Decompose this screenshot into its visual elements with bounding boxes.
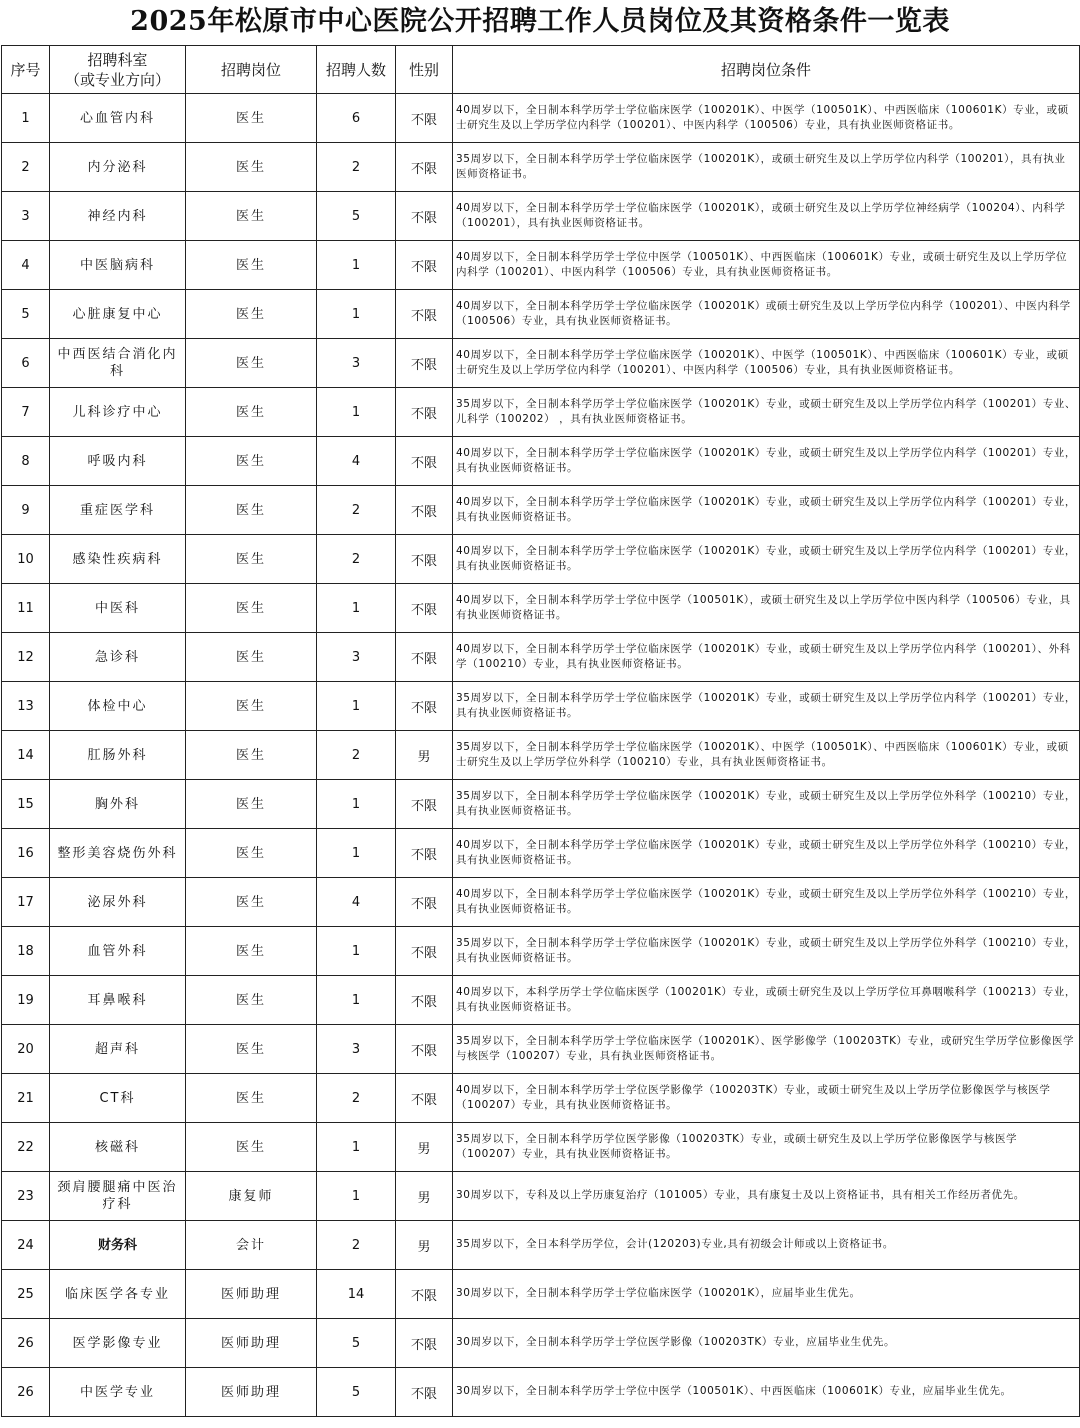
cell-index: 11 [2,584,50,633]
cell-dept: 核磁科 [50,1123,186,1172]
table-row [2,927,1080,976]
cell-dept: 儿科诊疗中心 [50,388,186,437]
cell-index: 5 [2,290,50,339]
cell-gender: 不限 [396,1025,453,1074]
header-dept [50,46,186,94]
cell-count: 5 [317,1319,396,1368]
cell-count: 1 [317,780,396,829]
cell-index: 26 [2,1368,50,1417]
cell-conditions: 35周岁以下，全日制本科学历学士学位临床医学（100201K）专业，或硕士研究生及以上学历学位外科学（100210）专业，具有执业医师资格证书。 [453,927,1080,976]
cell-dept: 财务科 [50,1221,186,1270]
cell-gender: 不限 [396,682,453,731]
cell-dept: 中医脑病科 [50,241,186,290]
table-row [2,535,1080,584]
cell-index: 24 [2,1221,50,1270]
cell-gender: 不限 [396,584,453,633]
table-row [2,976,1080,1025]
cell-gender: 男 [396,1123,453,1172]
cell-dept: 中医科 [50,584,186,633]
table-row [2,584,1080,633]
table-row [2,339,1080,388]
cell-post: 医师助理 [186,1368,317,1417]
cell-index: 17 [2,878,50,927]
cell-post: 医生 [186,927,317,976]
cell-post: 医生 [186,192,317,241]
cell-dept: 耳鼻喉科 [50,976,186,1025]
cell-index: 14 [2,731,50,780]
cell-conditions: 35周岁以下，全日制本科学历学士学位临床医学（100201K）专业，或硕士研究生及以上学历学位内科学（100201）专业、儿科学（100202） ，具有执业医师资格证书。 [453,388,1080,437]
cell-count: 5 [317,192,396,241]
cell-dept: 急诊科 [50,633,186,682]
cell-conditions: 30周岁以下，全日制本科学历学士学位临床医学（100201K），应届毕业生优先。 [453,1270,1080,1319]
cell-index: 25 [2,1270,50,1319]
document-title: 2025年松原市中心医院公开招聘工作人员岗位及其资格条件一览表 [130,6,950,37]
cell-count: 1 [317,584,396,633]
cell-post: 医生 [186,535,317,584]
cell-count: 6 [317,94,396,143]
cell-dept: 胸外科 [50,780,186,829]
table-row [2,633,1080,682]
table-row [2,1319,1080,1368]
cell-dept: 医学影像专业 [50,1319,186,1368]
header-post: 招聘岗位 [186,46,317,94]
cell-gender: 不限 [396,927,453,976]
cell-count: 1 [317,388,396,437]
cell-gender: 不限 [396,1074,453,1123]
cell-dept: 临床医学各专业 [50,1270,186,1319]
cell-index: 15 [2,780,50,829]
cell-count: 2 [317,1074,396,1123]
cell-gender: 不限 [396,829,453,878]
cell-gender: 不限 [396,143,453,192]
cell-index: 19 [2,976,50,1025]
cell-conditions: 40周岁以下，全日制本科学历学士学位临床医学（100201K）、中医学（100501K）、中西医临床（100601K）专业，或硕士研究生及以上学历学位内科学（100201）、中医内科学（100506）专业，具有执业医师资格证书。 [453,339,1080,388]
header-dept-line1: 招聘科室 [87,50,148,69]
cell-post: 医生 [186,290,317,339]
cell-gender: 不限 [396,388,453,437]
cell-count: 2 [317,143,396,192]
cell-gender: 不限 [396,976,453,1025]
cell-count: 4 [317,878,396,927]
cell-dept: 中西医结合消化内科 [50,339,186,388]
cell-index: 21 [2,1074,50,1123]
table-row [2,486,1080,535]
cell-post: 医生 [186,437,317,486]
cell-conditions: 40周岁以下，全日制本科学历学士学位临床医学（100201K）专业，或硕士研究生及以上学历学位内科学（100201）、外科学（100210）专业，具有执业医师资格证书。 [453,633,1080,682]
cell-index: 7 [2,388,50,437]
cell-dept: 呼吸内科 [50,437,186,486]
cell-count: 1 [317,1172,396,1221]
cell-gender: 不限 [396,1368,453,1417]
cell-count: 1 [317,290,396,339]
cell-gender: 不限 [396,437,453,486]
cell-gender: 不限 [396,339,453,388]
cell-gender: 男 [396,1221,453,1270]
cell-dept: 整形美容烧伤外科 [50,829,186,878]
cell-conditions: 35周岁以下，全日本科学历学位，会计(120203)专业,具有初级会计师或以上资格证书。 [453,1221,1080,1270]
table-row [2,731,1080,780]
table-row [2,192,1080,241]
table-row [2,1074,1080,1123]
cell-post: 医生 [186,584,317,633]
cell-dept: 重症医学科 [50,486,186,535]
cell-index: 8 [2,437,50,486]
cell-conditions: 40周岁以下，全日制本科学历学士学位中医学（100501K），或硕士研究生及以上学历学位中医内科学（100506）专业，具有执业医师资格证书。 [453,584,1080,633]
cell-post: 医生 [186,878,317,927]
cell-post: 会计 [186,1221,317,1270]
cell-count: 14 [317,1270,396,1319]
cell-post: 医生 [186,486,317,535]
cell-conditions: 30周岁以下，全日制本科学历学士学位中医学（100501K）、中西医临床（100601K）专业，应届毕业生优先。 [453,1368,1080,1417]
cell-post: 医生 [186,143,317,192]
cell-post: 医生 [186,1123,317,1172]
cell-conditions: 40周岁以下，全日制本科学历学士学位临床医学（100201K）专业，或硕士研究生及以上学历学位外科学（100210）专业，具有执业医师资格证书。 [453,829,1080,878]
cell-post: 医生 [186,339,317,388]
cell-conditions: 30周岁以下，全日制本科学历学士学位医学影像（100203TK）专业，应届毕业生优先。 [453,1319,1080,1368]
cell-dept: 肛肠外科 [50,731,186,780]
cell-conditions: 40周岁以下，全日制本科学历学士学位医学影像学（100203TK）专业，或硕士研究生及以上学历学位影像医学与核医学（100207）专业，具有执业医师资格证书。 [453,1074,1080,1123]
cell-conditions: 35周岁以下，全日制本科学历学士学位临床医学（100201K）专业，或硕士研究生及以上学历学位内科学（100201）专业，具有执业医师资格证书。 [453,682,1080,731]
cell-conditions: 40周岁以下，全日制本科学历学士学位中医学（100501K）、中西医临床（100601K）专业，或硕士研究生及以上学历学位内科学（100201）、中医内科学（100506）专业，具有执业医师资格证书。 [453,241,1080,290]
cell-conditions: 40周岁以下，本科学历学士学位临床医学（100201K）专业，或硕士研究生及以上学历学位耳鼻咽喉科学（100213）专业，具有执业医师资格证书。 [453,976,1080,1025]
cell-count: 1 [317,829,396,878]
cell-index: 2 [2,143,50,192]
cell-gender: 不限 [396,192,453,241]
cell-conditions: 35周岁以下，全日制本科学历学位医学影像（100203TK）专业，或硕士研究生及以上学历学位影像医学与核医学（100207）专业，具有执业医师资格证书。 [453,1123,1080,1172]
table-row [2,241,1080,290]
header-count: 招聘人数 [317,46,396,94]
cell-count: 2 [317,535,396,584]
cell-dept: 泌尿外科 [50,878,186,927]
cell-gender: 不限 [396,1319,453,1368]
table-row [2,780,1080,829]
table-row [2,829,1080,878]
cell-count: 5 [317,1368,396,1417]
cell-count: 1 [317,927,396,976]
table-row [2,290,1080,339]
cell-dept: 超声科 [50,1025,186,1074]
cell-gender: 不限 [396,241,453,290]
cell-count: 3 [317,1025,396,1074]
cell-post: 医生 [186,1025,317,1074]
cell-index: 22 [2,1123,50,1172]
header-conditions: 招聘岗位条件 [453,46,1080,94]
table-row [2,878,1080,927]
cell-gender: 不限 [396,633,453,682]
cell-index: 12 [2,633,50,682]
cell-count: 1 [317,682,396,731]
cell-count: 2 [317,731,396,780]
cell-count: 1 [317,1123,396,1172]
cell-dept: 感染性疾病科 [50,535,186,584]
cell-count: 1 [317,241,396,290]
cell-count: 2 [317,1221,396,1270]
table-row [2,1172,1080,1221]
cell-gender: 男 [396,731,453,780]
cell-gender: 不限 [396,486,453,535]
table-row [2,143,1080,192]
cell-post: 医生 [186,1074,317,1123]
cell-index: 10 [2,535,50,584]
cell-post: 医生 [186,976,317,1025]
cell-dept: 心脏康复中心 [50,290,186,339]
cell-post: 医师助理 [186,1270,317,1319]
cell-dept: 中医学专业 [50,1368,186,1417]
table-row [2,1123,1080,1172]
table-row [2,682,1080,731]
cell-gender: 不限 [396,94,453,143]
table-row [2,1221,1080,1270]
cell-post: 医生 [186,94,317,143]
cell-dept: 体检中心 [50,682,186,731]
cell-conditions: 35周岁以下，全日制本科学历学士学位临床医学（100201K）专业，或硕士研究生及以上学历学位外科学（100210）专业，具有执业医师资格证书。 [453,780,1080,829]
cell-dept: 颈肩腰腿痛中医治疗科 [50,1172,186,1221]
cell-dept: 内分泌科 [50,143,186,192]
cell-conditions: 40周岁以下，全日制本科学历学士学位临床医学（100201K）或硕士研究生及以上学历学位内科学（100201）、中医内科学（100506）专业，具有执业医师资格证书。 [453,290,1080,339]
cell-post: 医生 [186,829,317,878]
cell-gender: 男 [396,1172,453,1221]
cell-conditions: 30周岁以下，专科及以上学历康复治疗（101005）专业，具有康复士及以上资格证书，具有相关工作经历者优先。 [453,1172,1080,1221]
cell-dept: 神经内科 [50,192,186,241]
table-row [2,1025,1080,1074]
cell-post: 医生 [186,633,317,682]
cell-gender: 不限 [396,535,453,584]
cell-post: 医生 [186,388,317,437]
cell-gender: 不限 [396,1270,453,1319]
cell-conditions: 35周岁以下，全日制本科学历学士学位临床医学（100201K），或硕士研究生及以上学历学位内科学（100201），具有执业医师资格证书。 [453,143,1080,192]
cell-count: 4 [317,437,396,486]
cell-dept: 心血管内科 [50,94,186,143]
table-row [2,1368,1080,1417]
table-row [2,1270,1080,1319]
table-row [2,388,1080,437]
cell-post: 医师助理 [186,1319,317,1368]
cell-index: 16 [2,829,50,878]
cell-post: 康复师 [186,1172,317,1221]
recruitment-table [1,45,1080,1417]
cell-index: 9 [2,486,50,535]
cell-index: 23 [2,1172,50,1221]
table-body [2,94,1080,1417]
header-row [2,46,1080,94]
cell-count: 3 [317,339,396,388]
cell-index: 1 [2,94,50,143]
cell-post: 医生 [186,780,317,829]
cell-conditions: 40周岁以下，全日制本科学历学士学位临床医学（100201K）专业，或硕士研究生及以上学历学位内科学（100201）专业，具有执业医师资格证书。 [453,535,1080,584]
cell-gender: 不限 [396,878,453,927]
cell-post: 医生 [186,682,317,731]
table-row [2,94,1080,143]
cell-conditions: 35周岁以下，全日制本科学历学士学位临床医学（100201K）、中医学（100501K）、中西医临床（100601K）专业，或硕士研究生及以上学历学位外科学（100210）专业，具有执业医师资格证书。 [453,731,1080,780]
cell-index: 6 [2,339,50,388]
cell-index: 13 [2,682,50,731]
cell-conditions: 35周岁以下，全日制本科学历学士学位临床医学（100201K）、医学影像学（100203TK）专业，或研究生学历学位影像医学与核医学（100207）专业，具有执业医师资格证书。 [453,1025,1080,1074]
cell-count: 2 [317,486,396,535]
cell-index: 18 [2,927,50,976]
cell-conditions: 40周岁以下，全日制本科学历学士学位临床医学（100201K）、中医学（100501K）、中西医临床（100601K）专业，或硕士研究生及以上学历学位内科学（100201）、中医内科学（100506）专业，具有执业医师资格证书。 [453,94,1080,143]
cell-post: 医生 [186,241,317,290]
cell-conditions: 40周岁以下，全日制本科学历学士学位临床医学（100201K）专业，或硕士研究生及以上学历学位外科学（100210）专业，具有执业医师资格证书。 [453,878,1080,927]
cell-post: 医生 [186,731,317,780]
cell-index: 4 [2,241,50,290]
cell-index: 3 [2,192,50,241]
cell-conditions: 40周岁以下，全日制本科学历学士学位临床医学（100201K）专业，或硕士研究生及以上学历学位内科学（100201）专业，具有执业医师资格证书。 [453,486,1080,535]
cell-dept: CT科 [50,1074,186,1123]
cell-count: 3 [317,633,396,682]
cell-index: 26 [2,1319,50,1368]
header-gender: 性别 [396,46,453,94]
cell-gender: 不限 [396,290,453,339]
cell-conditions: 40周岁以下，全日制本科学历学士学位临床医学（100201K）专业，或硕士研究生及以上学历学位内科学（100201）专业，具有执业医师资格证书。 [453,437,1080,486]
cell-gender: 不限 [396,780,453,829]
cell-count: 1 [317,976,396,1025]
cell-dept: 血管外科 [50,927,186,976]
header-index: 序号 [2,46,50,94]
header-dept-line2: （或专业方向） [64,70,170,89]
cell-index: 20 [2,1025,50,1074]
table-row [2,437,1080,486]
cell-conditions: 40周岁以下，全日制本科学历学士学位临床医学（100201K），或硕士研究生及以上学历学位神经病学（100204）、内科学（100201），具有执业医师资格证书。 [453,192,1080,241]
